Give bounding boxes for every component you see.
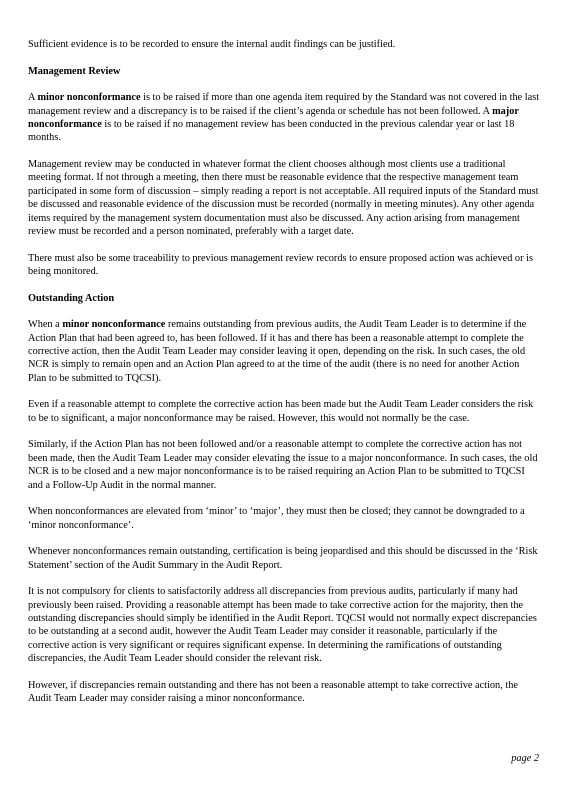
management-review-paragraph-2: Management review may be conducted in whatever format the client chooses although most clients use a traditional meeting format. If not through a meeting, then there must be reasonable evidence that the respective management team participated in some form of discussion – simply reading a report is not acceptable. All required inputs of the Standard must be discussed and reasonable evidence of the discussion must be recorded (normally in meeting minutes). Any other agenda items required by the management system documentation must also be discussed. Any action arising from management review must be recorded and a person nominated, preferably with a target date.	[28, 159, 539, 238]
outstanding-action-paragraph-4: When nonconformances are elevated from ‘minor’ to ‘major’, they must then be closed; they cannot be downgraded to a ‘minor nonconformance’.	[28, 506, 525, 531]
text-run: is to be raised if more than one agenda item required by the Standard was not covered in the last management review and a discrepancy is to be raised if the client’s agenda or schedule has not been followed. A	[28, 92, 540, 117]
outstanding-action-paragraph-6: It is not compulsory for clients to satisfactorily address all discrepancies from previous audits, particularly if many had previously been raised. Providing a reasonable attempt has been made to take corrective action for the majority, then the outstanding discrepancies should simply be identified in the Audit Report. TQCSI would not normally expect discrepancies to be outstanding at a second audit, however the Audit Team Leader may consider it reasonable, particularly if the corrective action is very significant or requires significant expense. In determining the ramifications of outstanding discrepancies, the Audit Team Leader should consider the relevant risk.	[28, 586, 537, 665]
document-page	[28, 38, 540, 719]
outstanding-action-paragraph-2: Even if a reasonable attempt to complete the corrective action has been made but the Audit Team Leader considers the risk to be to significant, a major nonconformance may be raised. However, this would not normally be the case.	[28, 399, 534, 424]
text-run: When a	[28, 319, 63, 331]
management-review-paragraph-3: There must also be some traceability to previous management review records to ensure proposed action was achieved or is being monitored.	[28, 252, 533, 278]
outstanding-action-heading: Outstanding Action	[28, 292, 115, 304]
page-number: page 2	[511, 753, 539, 764]
text-run: remains outstanding from previous audits, the Audit Team Leader is to determine if the Action Plan that had been agreed to, has been followed. If it has and there has been a reasonable attempt to complete the corrective action, then the Audit Team Leader may consider leaving it open, depending on the risk. In such cases, the old NCR is simply to remain open and an Action Plan agreed to at the time of the audit (there is no need for another Action Plan to be submitted to TQCSI).	[28, 319, 527, 384]
minor-nonconformance-term: minor nonconformance	[62, 319, 166, 331]
management-review-paragraph-1	[28, 91, 540, 145]
outstanding-action-section	[28, 292, 540, 706]
text-run: A	[28, 92, 38, 104]
outstanding-action-paragraph-7: However, if discrepancies remain outstanding and there has not been a reasonable attempt to take corrective action, the Audit Team Leader may consider raising a minor nonconformance.	[28, 679, 518, 705]
outstanding-action-paragraph-3: Similarly, if the Action Plan has not been followed and/or a reasonable attempt to complete the corrective action has not been made, then the Audit Team Leader may consider elevating the issue to a major nonconformance. In such cases, the old NCR is to be closed and a new major nonconformance is to be raised requiring an Action Plan to be submitted to TQCSI and a Follow-Up Audit in the normal manner.	[28, 439, 538, 491]
management-review-section	[28, 65, 540, 279]
text-run: is to be raised if no management review has been conducted in the previous calendar year or last 18 months.	[28, 119, 515, 144]
intro-paragraph: Sufficient evidence is to be recorded to ensure the internal audit findings can be justified.	[28, 39, 396, 50]
major-nonconformance-term: major nonconformance	[28, 105, 519, 130]
minor-nonconformance-term: minor nonconformance	[37, 92, 141, 104]
outstanding-action-paragraph-5: Whenever nonconformances remain outstanding, certification is being jeopardised and this should be discussed in the ‘Risk Statement’ section of the Audit Summary in the Audit Report.	[28, 546, 538, 571]
management-review-heading: Management Review	[28, 65, 121, 77]
outstanding-action-paragraph-1	[28, 318, 540, 385]
